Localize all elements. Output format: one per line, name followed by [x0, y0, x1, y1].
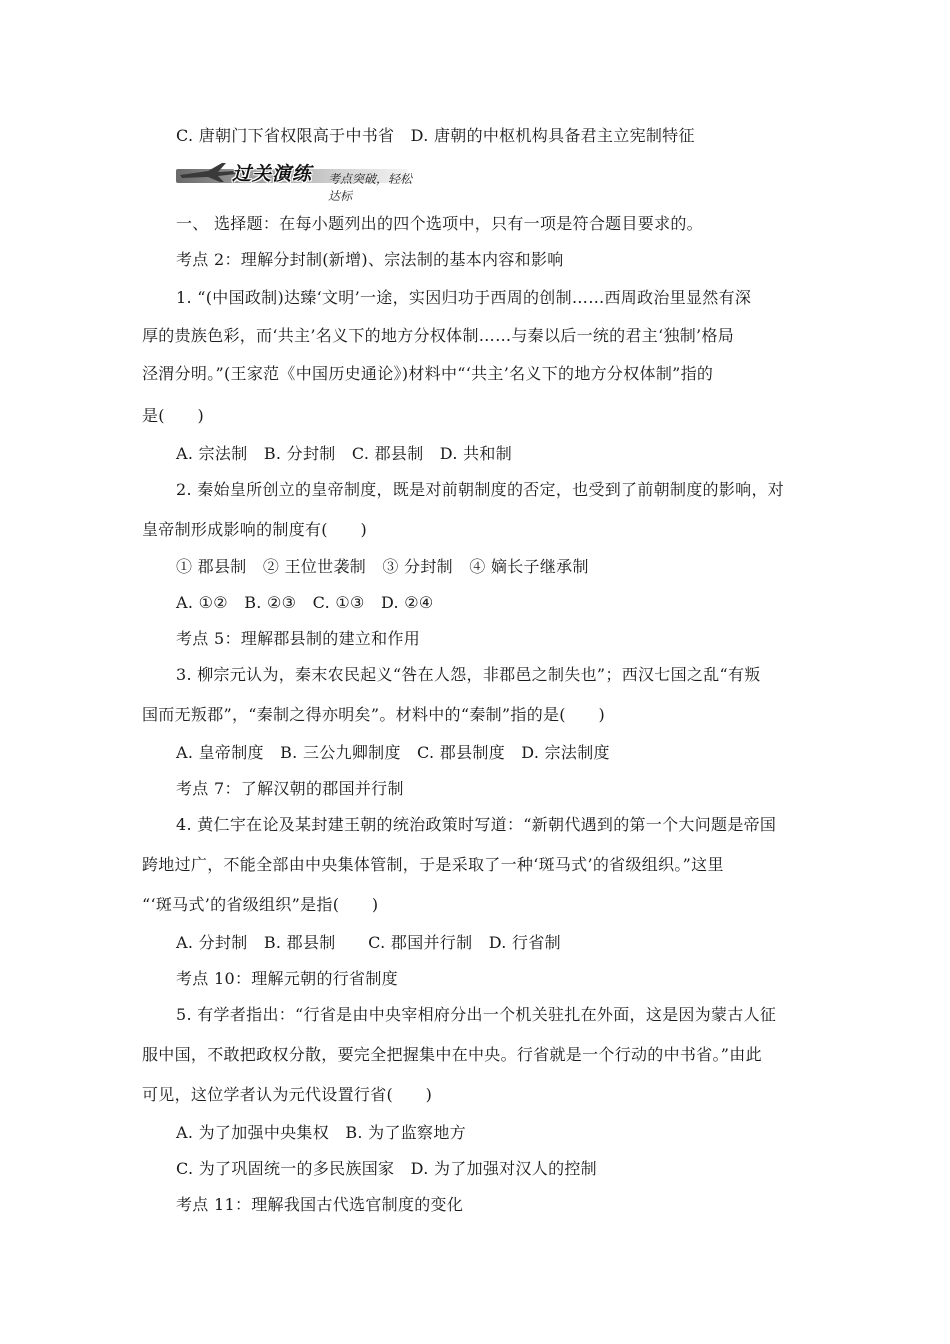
airplane-icon — [178, 161, 238, 183]
question-2-line: 皇帝制形成影响的制度有( ) — [142, 520, 367, 539]
question-5-line: 服中国，不敢把政权分散，要完全把握集中在中央。行省就是一个行动的中书省。”由此 — [142, 1045, 762, 1064]
question-1-line: 是( ) — [142, 406, 204, 425]
question-4-options: A. 分封制 B. 郡县制 C. 郡国并行制 D. 行省制 — [176, 933, 561, 952]
topic-heading: 考点 11：理解我国古代选官制度的变化 — [176, 1195, 464, 1214]
question-1-line: 泾渭分明。”(王家范《中国历史通论》)材料中“‘共主’名义下的地方分权体制”指的 — [142, 364, 714, 383]
topic-heading: 考点 5：理解郡县制的建立和作用 — [176, 629, 421, 648]
topic-heading: 考点 7：了解汉朝的郡国并行制 — [176, 779, 404, 798]
section-banner — [176, 157, 416, 203]
section-instruction: 一、 选择题：在每小题列出的四个选项中，只有一项是符合题目要求的。 — [176, 214, 703, 233]
question-1-line: 厚的贵族色彩，而‘共主’名义下的地方分权体制……与秦以后一统的君主‘独制’格局 — [142, 326, 735, 345]
question-5-options: C. 为了巩固统一的多民族国家 D. 为了加强对汉人的控制 — [176, 1159, 597, 1178]
question-3-options: A. 皇帝制度 B. 三公九卿制度 C. 郡县制度 D. 宗法制度 — [176, 743, 610, 762]
question-3-line: 国而无叛郡”，“秦制之得亦明矣”。材料中的“秦制”指的是( ) — [142, 705, 605, 724]
question-4-line: “‘斑马式’的省级组织”是指( ) — [142, 895, 379, 914]
question-1-options: A. 宗法制 B. 分封制 C. 郡县制 D. 共和制 — [176, 444, 513, 463]
banner-title: 过关演练 — [232, 163, 313, 185]
question-2-options: A. ①② B. ②③ C. ①③ D. ②④ — [176, 593, 434, 612]
question-5-line: 5. 有学者指出：“行省是由中央宰相府分出一个机关驻扎在外面，这是因为蒙古人征 — [176, 1005, 777, 1024]
option-line: C. 唐朝门下省权限高于中书省 D. 唐朝的中枢机构具备君主立宪制特征 — [176, 126, 695, 145]
question-1-line: 1. “(中国政制)达臻‘文明’一途，实因归功于西周的创制……西周政治里显然有深 — [176, 288, 752, 307]
banner-subtitle: 考点突破，轻松达标 — [328, 172, 413, 203]
question-5-options: A. 为了加强中央集权 B. 为了监察地方 — [176, 1123, 466, 1142]
question-5-line: 可见，这位学者认为元代设置行省( ) — [142, 1085, 433, 1104]
question-4-line: 跨地过广，不能全部由中央集体管制，于是采取了一种‘斑马式’的省级组织。”这里 — [142, 855, 724, 874]
topic-heading: 考点 2：理解分封制(新增)、宗法制的基本内容和影响 — [176, 250, 564, 269]
question-4-line: 4. 黄仁宇在论及某封建王朝的统治政策时写道：“新朝代遇到的第一个大问题是帝国 — [176, 815, 777, 834]
question-2-items: ① 郡县制 ② 王位世袭制 ③ 分封制 ④ 嫡长子继承制 — [176, 557, 589, 576]
question-2-line: 2. 秦始皇所创立的皇帝制度，既是对前朝制度的否定，也受到了前朝制度的影响，对 — [176, 480, 785, 499]
question-3-line: 3. 柳宗元认为，秦末农民起义“咎在人怨，非郡邑之制失也”；西汉七国之乱“有叛 — [176, 665, 761, 684]
topic-heading: 考点 10：理解元朝的行省制度 — [176, 969, 398, 988]
